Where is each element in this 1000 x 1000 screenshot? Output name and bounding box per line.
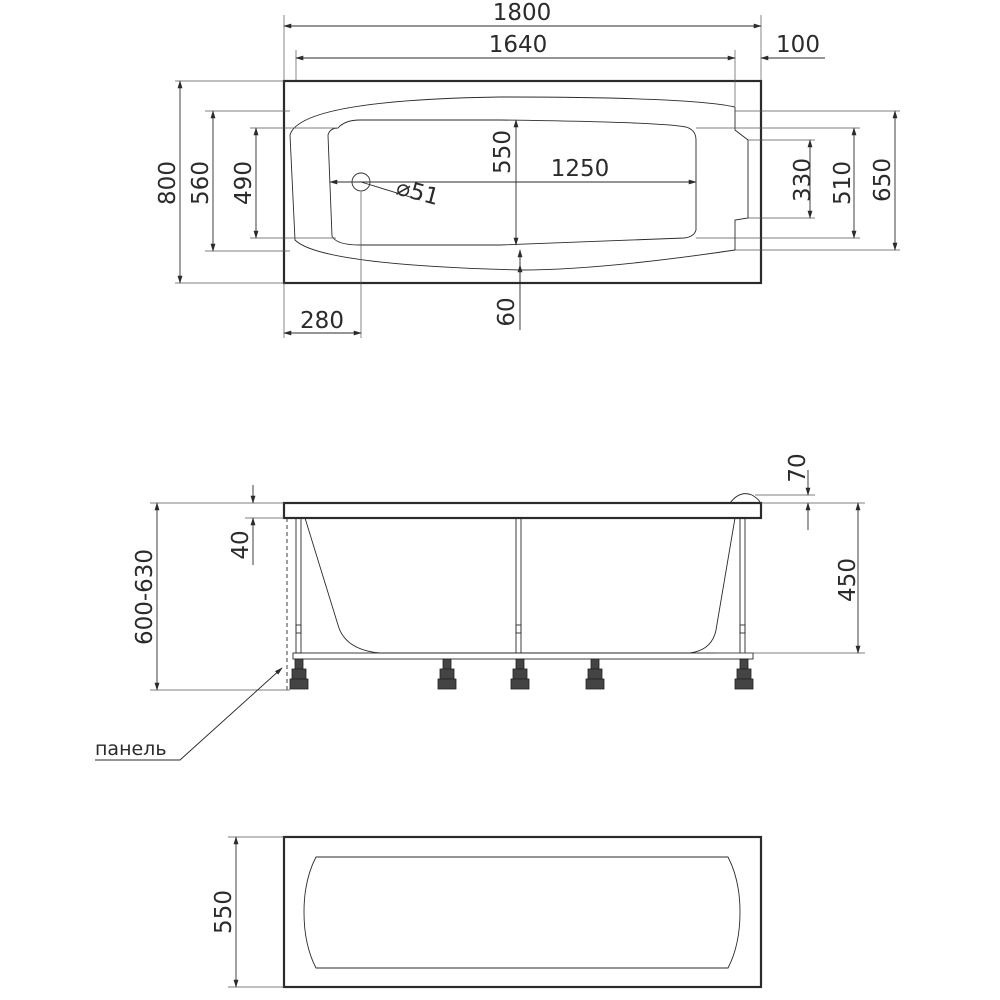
top-view [155,0,900,338]
dim-label-60: 60 [494,297,520,327]
dim-label-600-630: 600-630 [132,548,158,646]
end-view [211,837,761,987]
dim-label-450: 450 [835,558,861,602]
tub-rim-side [284,503,761,518]
dim-label-drain: ⌀51 [393,174,442,211]
dim-label-1640: 1640 [488,32,548,58]
frame-bar [293,653,753,659]
frame-supports [296,518,745,653]
panel-label: панель [95,738,167,760]
dim-label-550-end: 550 [211,890,237,934]
dim-label-100: 100 [776,32,820,58]
side-view [95,453,865,760]
tub-outline-end [284,837,761,987]
bowl-end-line [304,857,740,968]
dim-label-40: 40 [228,530,254,560]
dim-label-800: 800 [155,161,181,205]
adjustable-feet [290,659,753,689]
dim-label-510: 510 [830,161,856,205]
dim-label-1250: 1250 [550,156,610,182]
dim-label-1800: 1800 [492,0,552,26]
dim-label-70: 70 [785,453,811,483]
dim-label-550-top: 550 [490,130,516,174]
dim-label-330: 330 [790,158,816,202]
dim-label-650: 650 [870,158,896,202]
dim-label-490: 490 [231,161,257,205]
dim-label-560: 560 [188,161,214,205]
dim-label-280: 280 [300,308,344,334]
